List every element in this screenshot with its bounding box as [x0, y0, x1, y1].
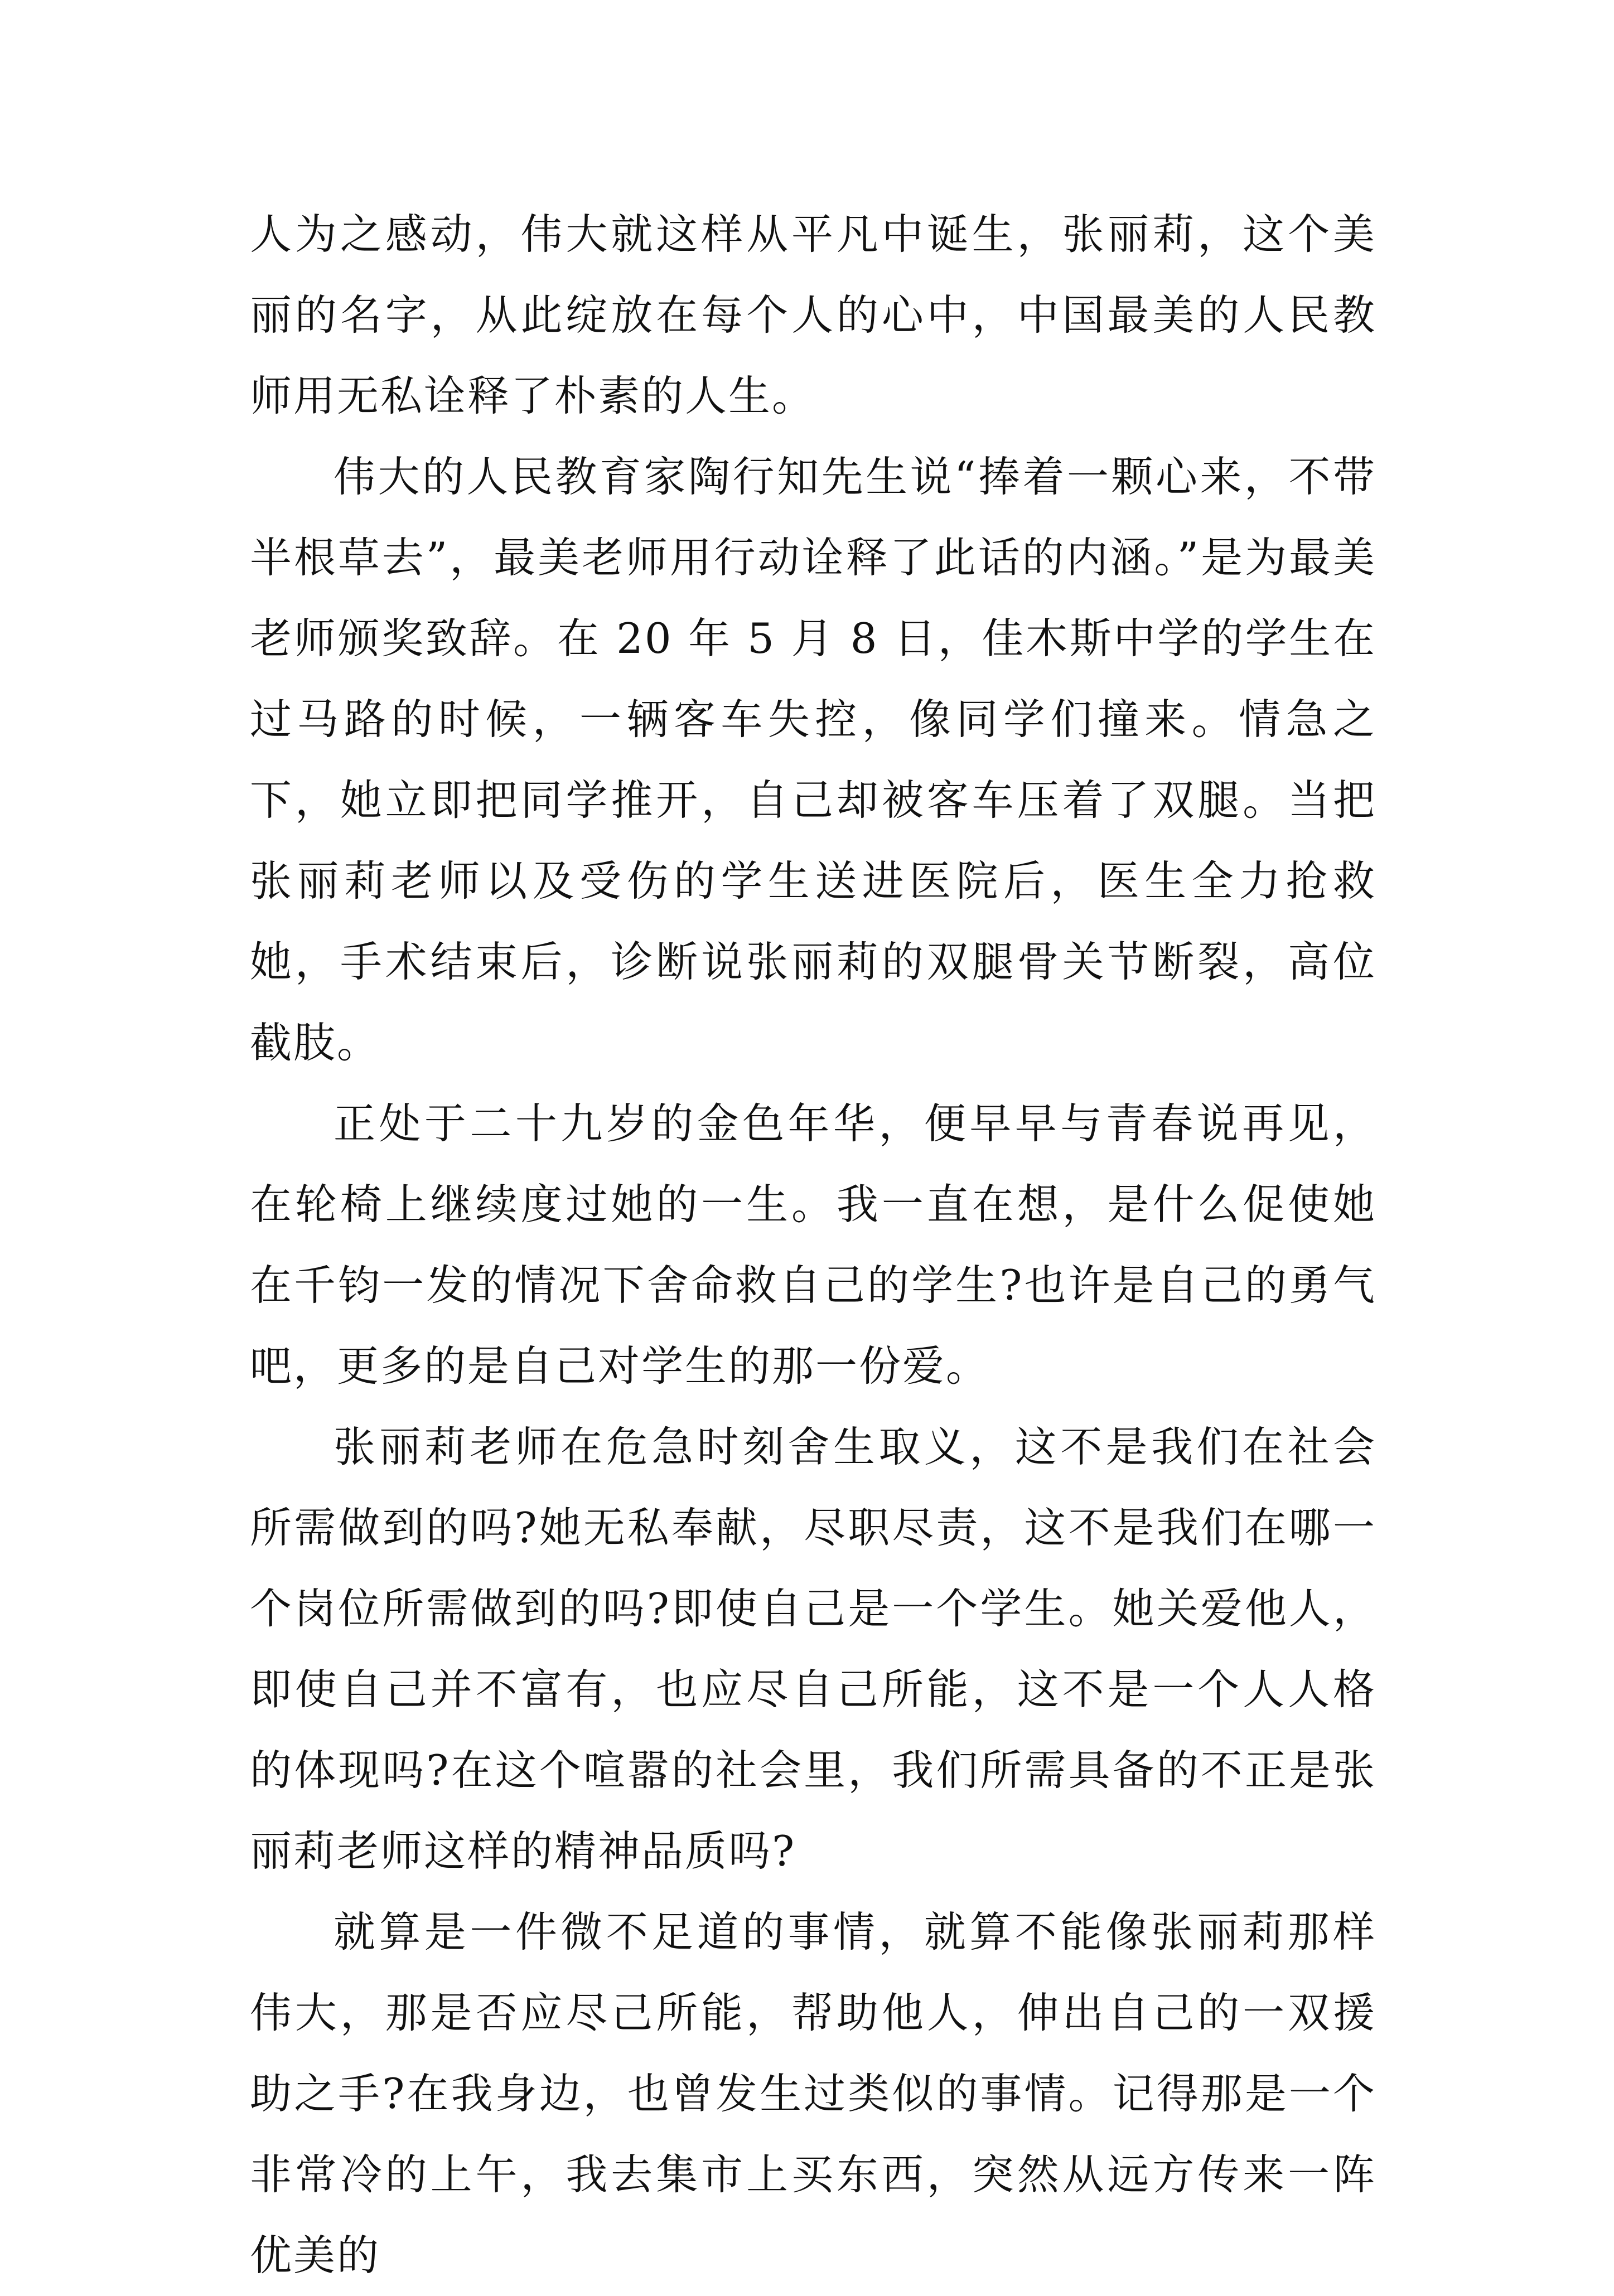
paragraph-1: 人为之感动，伟大就这样从平凡中诞生，张丽莉，这个美丽的名字，从此绽放在每个人的心中，中国最美的人民教师用无私诠释了朴素的人生。 — [250, 210, 1376, 420]
paragraph-2: 伟大的人民教育家陶行知先生说“捧着一颗心来，不带半根草去”，最美老师用行动诠释了此话的内涵。”是为最美老师颁奖致辞。在 20 年 5 月 8 日，佳木斯中学的学生在过马路的时候，一辆客车失控，像同学们撞来。情急之下，她立即把同学推开，自己却被客车压着了双腿。当把张丽莉老师以及受伤的学生送进医院后，医生全力抢救她，手术结束后，诊断说张丽莉的双腿骨关节断裂，高位截肢。 — [250, 452, 1376, 1067]
body-text — [250, 194, 1376, 2296]
paragraph-5: 就算是一件微不足道的事情，就算不能像张丽莉那样伟大，那是否应尽己所能，帮助他人，伸出自己的一双援助之手?在我身边，也曾发生过类似的事情。记得那是一个非常冷的上午，我去集市上买东西，突然从远方传来一阵优美的 — [250, 1907, 1376, 2280]
paragraph-4: 张丽莉老师在危急时刻舍生取义，这不是我们在社会所需做到的吗?她无私奉献，尽职尽责，这不是我们在哪一个岗位所需做到的吗?即使自己是一个学生。她关爱他人，即使自己并不富有，也应尽自己所能，这不是一个人人格的体现吗?在这个喧嚣的社会里，我们所需具备的不正是张丽莉老师这样的精神品质吗? — [250, 1422, 1376, 1876]
paragraph-3: 正处于二十九岁的金色年华，便早早与青春说再见，在轮椅上继续度过她的一生。我一直在想，是什么促使她在千钧一发的情况下舍命救自己的学生?也许是自己的勇气吧，更多的是自己对学生的那一份爱。 — [250, 1099, 1376, 1391]
